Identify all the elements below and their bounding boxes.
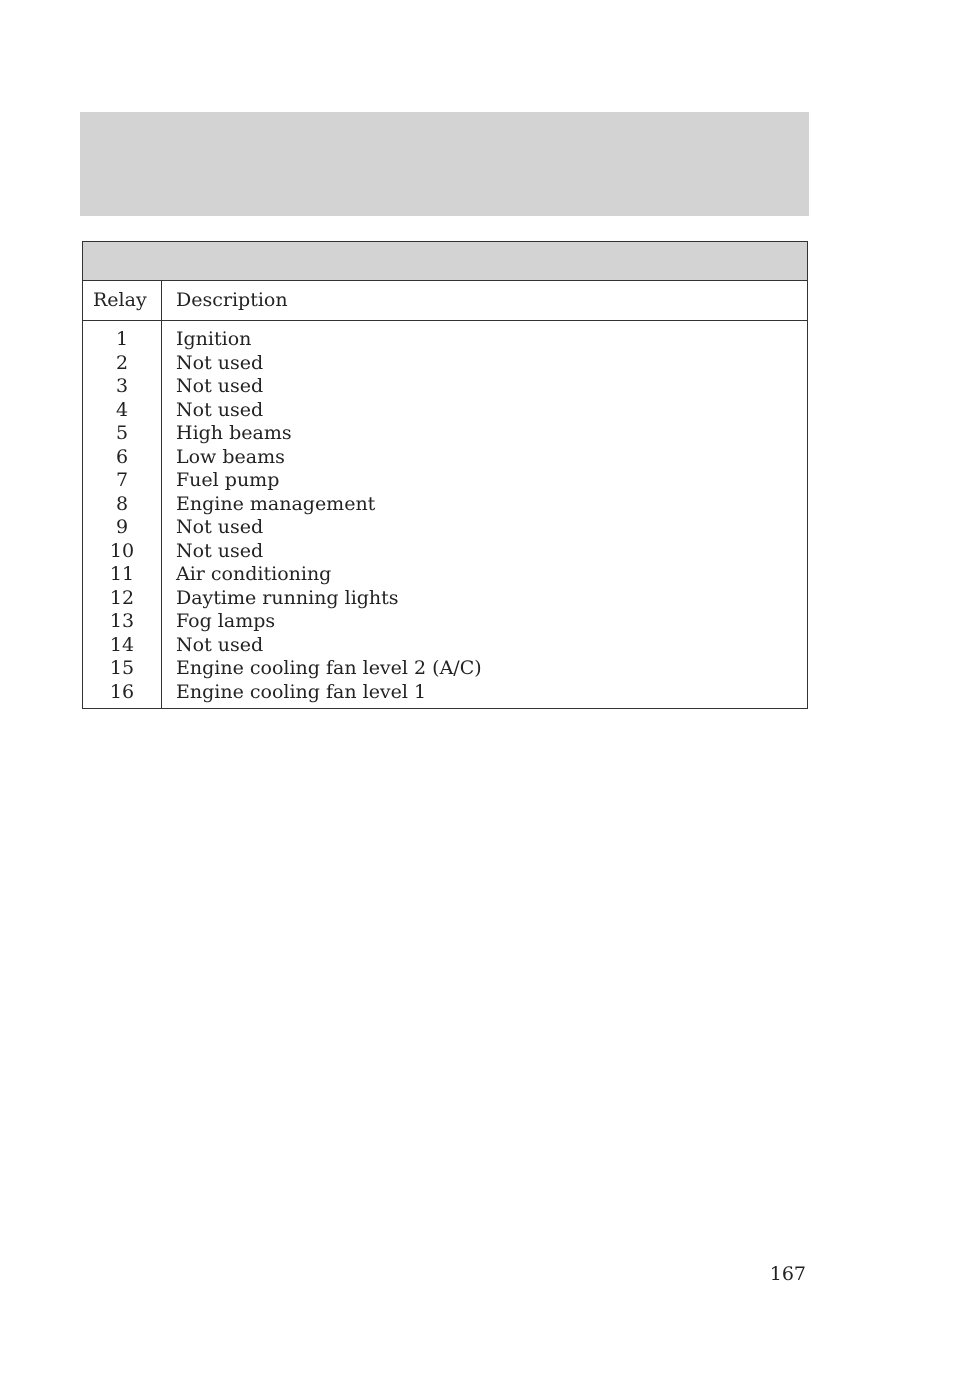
table-row: [83, 469, 807, 493]
relay-description: Engine cooling fan level 2 (A/C): [176, 657, 482, 679]
relay-number: 9: [115, 516, 129, 538]
table-row: [83, 352, 807, 376]
relay-number: 10: [109, 539, 135, 562]
table-row: [83, 587, 807, 611]
relay-number: 13: [109, 610, 135, 632]
table-row: [83, 399, 807, 423]
relay-number: 8: [115, 492, 129, 515]
relay-description: Not used: [176, 375, 264, 397]
relay-description: Engine management: [176, 492, 376, 515]
relay-number: 3: [115, 375, 129, 397]
relay-description: High beams: [176, 422, 292, 444]
relay-description: Ignition: [176, 328, 252, 350]
table-row: [83, 516, 807, 540]
relay-number: 16: [109, 680, 135, 703]
table-row: [83, 422, 807, 446]
relay-description: Air conditioning: [176, 563, 332, 585]
table-row: [83, 375, 807, 399]
relay-number: 5: [115, 422, 129, 444]
table-row: [83, 328, 807, 352]
table-row: [83, 657, 807, 681]
table-title-bar: [83, 242, 807, 281]
table-row: [83, 563, 807, 587]
relay-description: Low beams: [176, 445, 285, 468]
table-row: [83, 610, 807, 634]
relay-number: 12: [109, 586, 135, 609]
relay-number: 6: [115, 445, 129, 468]
page-number: 167: [769, 1263, 806, 1285]
relay-description: Engine cooling fan level 1: [176, 680, 427, 703]
relay-description: Fuel pump: [176, 469, 280, 491]
relay-column-header: Relay: [93, 289, 147, 311]
header-band: [80, 112, 809, 216]
description-column-header: Description: [176, 289, 288, 311]
relay-number: 2: [115, 351, 129, 374]
relay-description: Daytime running lights: [176, 586, 399, 609]
relay-description: Not used: [176, 398, 264, 421]
relay-number: 15: [109, 657, 135, 679]
relay-description: Not used: [176, 516, 264, 538]
table-row: [83, 493, 807, 517]
table-row: [83, 634, 807, 658]
relay-description: Not used: [176, 539, 264, 562]
relay-description: Fog lamps: [176, 610, 276, 632]
column-header-row: [83, 281, 807, 321]
relay-number: 7: [115, 469, 129, 491]
table-row: [83, 446, 807, 470]
relay-table: [82, 241, 808, 709]
relay-description: Not used: [176, 633, 264, 656]
relay-description: Not used: [176, 351, 264, 374]
table-row: [83, 681, 807, 705]
relay-number: 14: [109, 633, 135, 656]
table-body: [83, 328, 807, 704]
relay-number: 4: [115, 398, 129, 421]
relay-number: 1: [115, 328, 129, 350]
relay-number: 11: [109, 563, 135, 585]
table-row: [83, 540, 807, 564]
